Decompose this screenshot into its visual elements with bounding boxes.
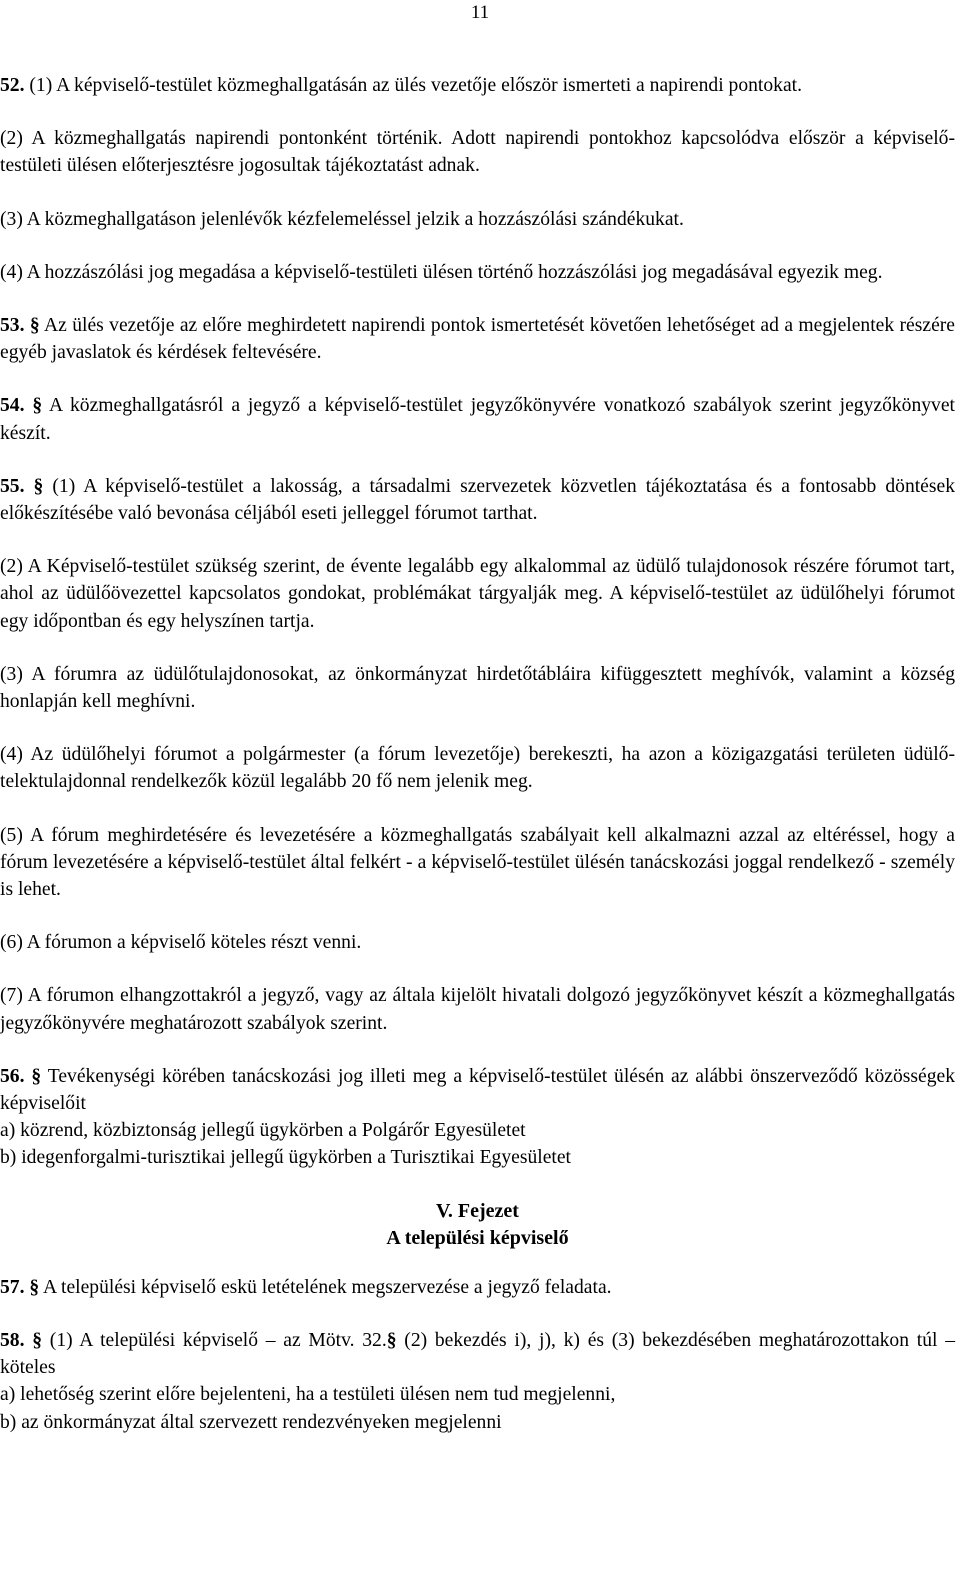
section-number: 57. xyxy=(0,1276,25,1298)
section-52-para-1 xyxy=(0,72,955,99)
section-sign: § xyxy=(32,395,43,417)
section-55-para-3: (3) A fórumra az üdülőtulajdonosokat, az önkormányzat hirdetőtábláira kifüggesztett meghívók, valamint a község honlapján kell meghívni. xyxy=(0,663,955,713)
section-52-para-4: (4) A hozzászólási jog megadása a képviselő-testületi ülésen történő hozzászólási jog megadásával egyezik meg. xyxy=(0,261,883,283)
chapter-subtitle: A települési képviselő xyxy=(386,1226,569,1249)
document-body xyxy=(0,72,955,1436)
section-58 xyxy=(0,1327,955,1381)
section-sign: § xyxy=(29,1276,40,1298)
section-number: 52. xyxy=(0,75,25,96)
section-55-para-6: (6) A fórumon a képviselő köteles részt venni. xyxy=(0,932,362,954)
section-sign: § xyxy=(29,315,40,337)
section-56 xyxy=(0,1063,955,1117)
section-55-para-4: (4) Az üdülőhelyi fórumot a polgármester (a fórum levezetője) berekeszti, ha azon a közigazgatási területen üdülő-telektulajdonnal rendelkezők közül legalább 20 fő nem jelenik meg. xyxy=(0,744,955,793)
section-56-item-b: b) idegenforgalmi-turisztikai jellegű ügykörben a Turisztikai Egyesületet xyxy=(0,1147,571,1169)
section-57 xyxy=(0,1274,955,1301)
paragraph-text: Az ülés vezetője az előre meghirdetett napirendi pontok ismertetését követően lehetőséget ad a megjelentek részére egyéb javaslatok és kérdések feltevésére. xyxy=(0,315,955,364)
section-number: 54. xyxy=(0,395,25,417)
section-number: 58. xyxy=(0,1329,25,1351)
section-55-para-5: (5) A fórum meghirdetésére és levezetésére a közmeghallgatás szabályait kell alkalmazni azzal az eltéréssel, hogy a fórum levezetésére a képviselő-testület által felkért - a képviselő-testület ülésén tanácskozási joggal rendelkező - személy is lehet. xyxy=(0,824,955,901)
section-sign: § xyxy=(33,475,44,497)
paragraph-text: (2) bekezdés i), j), k) és (3) bekezdésében meghatározottakon túl – köteles xyxy=(0,1329,955,1379)
paragraph-text: A települési képviselő eskü letételének megszervezése a jegyző feladata. xyxy=(43,1276,612,1298)
section-56-item-a: a) közrend, közbiztonság jellegű ügykörben a Polgárőr Egyesületet xyxy=(0,1120,526,1142)
chapter-title: V. Fejezet xyxy=(436,1199,519,1222)
paragraph-text: A közmeghallgatásról a jegyző a képviselő-testület jegyzőkönyvére vonatkozó szabályok szerint jegyzőkönyvet készít. xyxy=(0,395,955,444)
section-54 xyxy=(0,392,955,446)
paragraph-text: (1) A települési képviselő – az Mötv. 32. xyxy=(49,1329,387,1351)
section-55-para-1 xyxy=(0,473,955,527)
page-number: 11 xyxy=(470,2,490,23)
section-52-para-3: (3) A közmeghallgatáson jelenlévők kézfelemeléssel jelzik a hozzászólási szándékukat. xyxy=(0,208,684,230)
section-52-para-2: (2) A közmeghallgatás napirendi pontonként történik. Adott napirendi pontokhoz kapcsolódva először a képviselő-testületi ülésen előterjesztésre jogosultak tájékoztatást adnak. xyxy=(0,128,955,177)
section-55-para-7: (7) A fórumon elhangzottakról a jegyző, vagy az általa kijelölt hivatali dolgozó jegyzőkönyvet készít a közmeghallgatás jegyzőkönyvére meghatározott szabályok szerint. xyxy=(0,985,955,1034)
paragraph-text: Tevékenységi körében tanácskozási jog illeti meg a képviselő-testület ülésén az alábbi önszerveződő közösségek képviselőit xyxy=(0,1065,956,1115)
section-sign: § xyxy=(31,1065,42,1087)
section-58-item-b: b) az önkormányzat által szervezett rendezvényeken megjelenni xyxy=(0,1411,502,1433)
section-number: 56. xyxy=(0,1065,25,1087)
section-53 xyxy=(0,312,955,366)
section-number: 55. xyxy=(0,475,25,497)
paragraph-text: (1) A képviselő-testület a lakosság, a társadalmi szervezetek közvetlen tájékoztatása és a fontosabb döntések előkészítésébe való bevonása céljából eseti jelleggel fórumot tarthat. xyxy=(0,475,955,525)
section-sign: § xyxy=(386,1329,397,1351)
paragraph-text: (1) A képviselő-testület közmeghallgatásán az ülés vezetője először ismerteti a napirendi pontokat. xyxy=(29,75,803,96)
chapter-heading xyxy=(0,1198,955,1252)
section-number: 53. xyxy=(0,315,25,337)
section-55-para-2: (2) A Képviselő-testület szükség szerint, de évente legalább egy alkalommal az üdülő tulajdonosok részére fórumot tart, ahol az üdülőövezettel kapcsolatos gondokat, problémákat tárgyalják meg. A képviselő-testület az üdülőhelyi fórumot egy időpontban és egy helyszínen tartja. xyxy=(0,556,955,632)
section-sign: § xyxy=(32,1329,43,1351)
section-58-item-a: a) lehetőség szerint előre bejelenteni, ha a testületi ülésen nem tud megjelenni, xyxy=(0,1384,616,1406)
